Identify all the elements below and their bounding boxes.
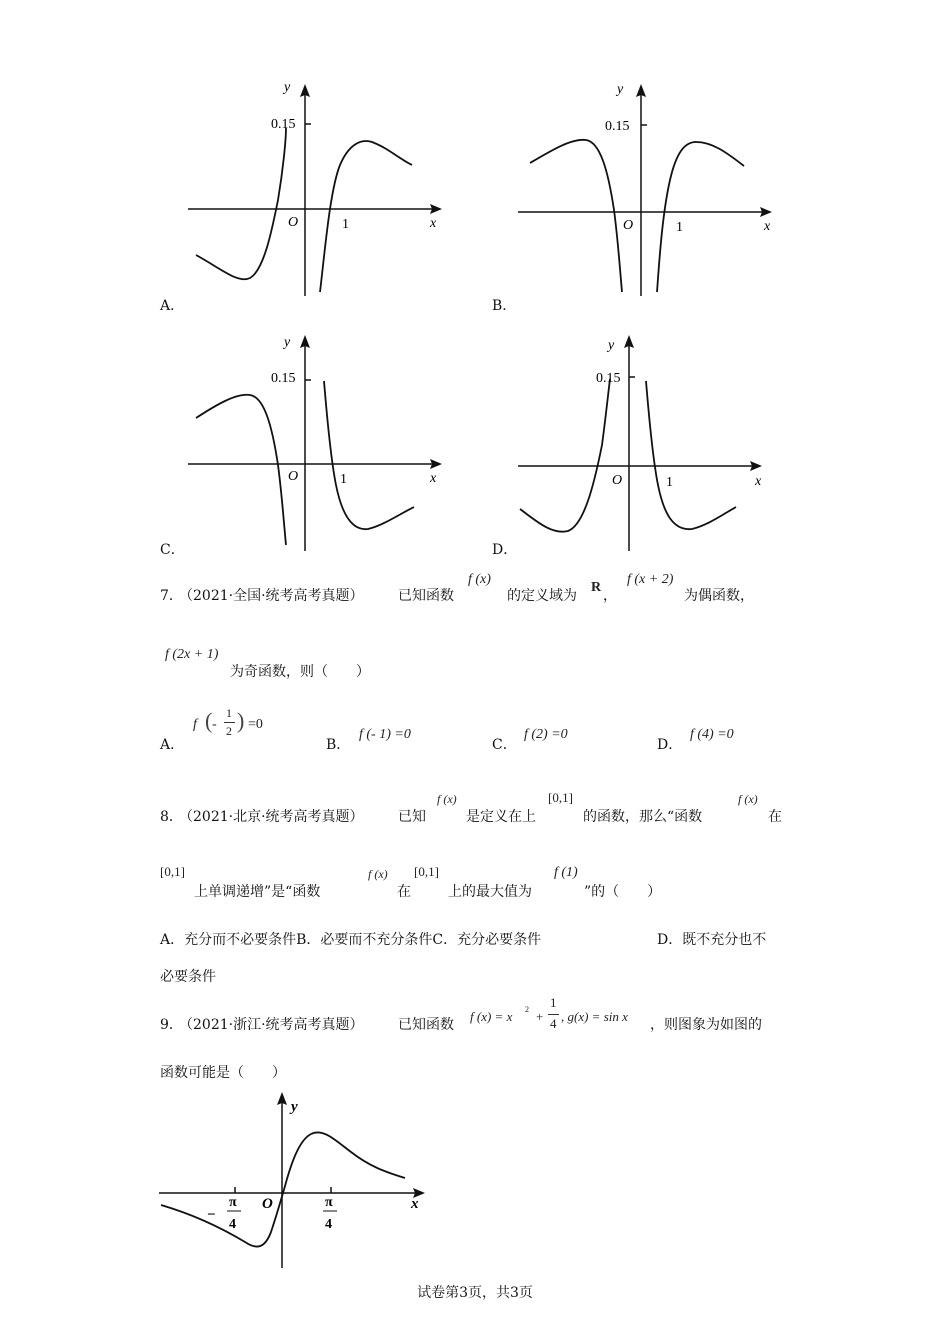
origin-label: O	[623, 218, 634, 233]
q7-choice-d-label: D．	[657, 737, 683, 753]
q8-text: 已知	[398, 809, 426, 825]
y-axis-label: y	[291, 1099, 298, 1115]
q7-comma: ，	[603, 588, 617, 604]
q7-fx: f (x)	[468, 572, 491, 587]
q7-choice-a-bracket-left: (	[205, 708, 213, 733]
x-axis-label: x	[430, 471, 437, 486]
y-axis-label: y	[284, 80, 291, 95]
q9-number: 9．	[160, 1017, 183, 1033]
q8-text: 在	[768, 809, 782, 825]
neg-four: 4	[229, 1217, 236, 1232]
origin-label: O	[288, 215, 299, 230]
q7-choice-a-f: f	[193, 717, 197, 732]
q8-choice-d: D．既不充分也不	[657, 932, 767, 948]
q7-source: （2021·全国·统考高考真题）	[179, 588, 364, 604]
q9-fraction-bar	[548, 1014, 559, 1015]
q7-choice-c-label: C．	[492, 737, 517, 753]
q9-formula-f: f (x) = x	[470, 1009, 513, 1024]
neg-pi: π	[229, 1195, 237, 1210]
graph-a	[180, 70, 460, 310]
q9-fraction-num: 1	[550, 995, 557, 1010]
q8-fx: f (x)	[738, 792, 758, 806]
q7-choice-a-label: A．	[160, 737, 185, 753]
origin-label: O	[612, 473, 623, 488]
q8-number: 8．	[160, 809, 183, 825]
one-label: 1	[666, 475, 673, 490]
q8-fx: f (x)	[368, 867, 388, 881]
tick-label: 0.15	[596, 371, 621, 386]
graph-d	[512, 325, 792, 565]
q7-fx2: f (x + 2)	[627, 572, 674, 587]
x-axis-label: x	[411, 1196, 419, 1212]
y-axis-label: y	[617, 82, 624, 97]
pos-pi: π	[325, 1195, 333, 1210]
neg-sign: −	[207, 1207, 216, 1223]
q8-f1: f (1)	[554, 865, 578, 880]
q9-plus: +	[536, 1009, 544, 1024]
option-d-label: D．	[492, 542, 518, 558]
q7-number: 7．	[160, 588, 183, 604]
q9-fraction-den: 4	[550, 1016, 557, 1031]
q7-choice-a-bracket-right: )	[237, 708, 245, 733]
pos-four: 4	[325, 1217, 332, 1232]
q9-superscript: 2	[525, 1005, 529, 1014]
q8-interval: [0,1]	[160, 864, 185, 879]
graph-b	[512, 70, 792, 310]
x-axis-label: x	[764, 219, 771, 234]
q7-choice-b-expr: f (- 1) =0	[359, 727, 411, 742]
tick-label: 0.15	[271, 117, 296, 132]
q9-source: （2021·浙江·统考高考真题）	[179, 1017, 364, 1033]
q7-reals: R	[591, 580, 602, 595]
q7-text: 为偶函数，	[684, 588, 754, 604]
q9-text: 已知函数	[398, 1017, 454, 1033]
origin-label: O	[288, 469, 299, 484]
q8-text: 在	[397, 884, 411, 900]
graph-c	[180, 325, 460, 565]
one-label: 1	[342, 217, 349, 232]
option-a-label: A．	[160, 298, 185, 314]
origin-label: O	[262, 1196, 273, 1212]
q7-choice-a-num: 1	[226, 706, 232, 720]
one-label: 1	[676, 220, 683, 235]
q7-choice-c-expr: f (2) =0	[524, 727, 568, 742]
y-axis-label: y	[284, 335, 291, 350]
q7-choice-a-tail: =0	[248, 717, 263, 732]
x-axis-label: x	[755, 474, 762, 489]
q9-text: 函数可能是（ ）	[160, 1065, 286, 1081]
q8-text: 是定义在上	[466, 809, 536, 825]
q7-text: 为奇函数，则（ ）	[230, 664, 370, 680]
q7-text: 的定义域为	[507, 588, 577, 604]
option-c-label: C．	[160, 542, 185, 558]
q7-choice-a-minus: -	[212, 717, 217, 732]
q8-fx: f (x)	[437, 792, 457, 806]
option-b-label: B．	[492, 298, 517, 314]
tick-label: 0.15	[605, 119, 630, 134]
one-label: 1	[340, 472, 347, 487]
q9-formula-g: , g(x) = sin x	[561, 1009, 628, 1024]
q9-graph	[155, 1090, 435, 1270]
q8-text: 上的最大值为	[448, 884, 532, 900]
q7-text: 已知函数	[398, 588, 454, 604]
q8-source: （2021·北京·统考高考真题）	[179, 809, 364, 825]
tick-label: 0.15	[271, 371, 296, 386]
q8-text: ”的（ ）	[584, 884, 662, 900]
q8-choices: A．充分而不必要条件B．必要而不充分条件C．充分必要条件	[160, 932, 542, 948]
q8-text: 上单调递增”是“函数	[194, 884, 321, 900]
q7-choice-d-expr: f (4) =0	[690, 727, 734, 742]
q8-interval: [0,1]	[414, 864, 439, 879]
q9-text: ，则图象为如图的	[650, 1017, 762, 1033]
q8-text: 的函数，那么“函数	[583, 809, 703, 825]
page-footer: 试卷第3页，共3页	[417, 1285, 533, 1301]
y-axis-label: y	[608, 338, 615, 353]
q7-f2x1: f (2x + 1)	[165, 647, 219, 662]
x-axis-label: x	[430, 216, 437, 231]
q8-interval: [0,1]	[548, 790, 573, 805]
q8-choice-d-continued: 必要条件	[160, 969, 216, 985]
q7-choice-a-fraction-bar	[224, 722, 235, 723]
q7-choice-b-label: B．	[326, 737, 351, 753]
q7-choice-a-den: 2	[226, 724, 232, 738]
